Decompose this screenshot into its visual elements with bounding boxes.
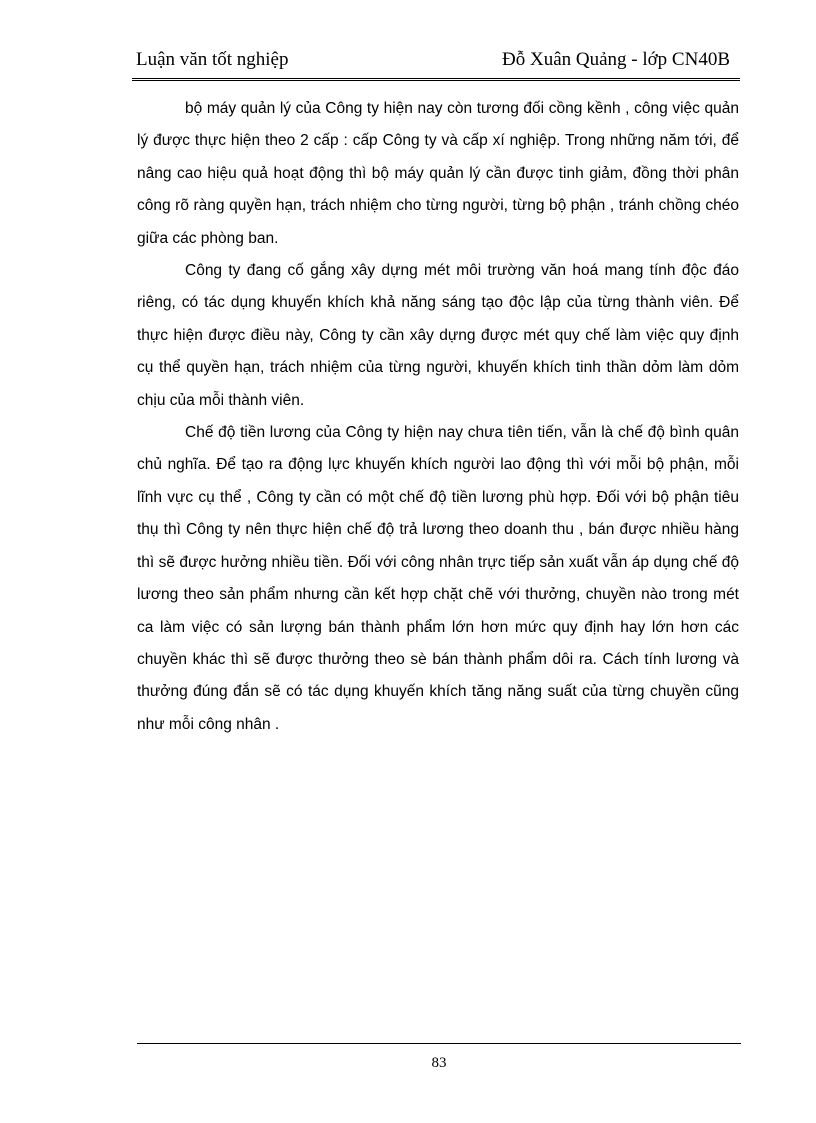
header-thesis-title: Luận văn tốt nghiệp	[136, 49, 289, 70]
page-number: 83	[431, 1055, 447, 1071]
footer-divider	[137, 1043, 741, 1044]
body-text	[137, 93, 739, 741]
page-header	[132, 48, 740, 81]
paragraph-management-structure: bộ máy quản lý của Công ty hiện nay còn tương đối cồng kềnh , công việc quản lý được thực hiện theo 2 cấp : cấp Công ty và cấp xí nghiệp. Trong những năm tới, để nâng cao hiệu quả hoạt động thì bộ máy quản lý cần được tinh giảm, đồng thời phân công rõ ràng quyền hạn, trách nhiệm cho từng người, từng bộ phận , tránh chồng chéo giữa các phòng ban.	[137, 100, 739, 247]
paragraph-salary-system: Chế độ tiền lương của Công ty hiện nay chưa tiên tiến, vẫn là chế độ bình quân chủ nghĩa. Để tạo ra động lực khuyến khích người lao động thì với mỗi bộ phận, mỗi lĩnh vực cụ thể , Công ty cần có một chế độ tiền lương phù hợp. Đối với bộ phận tiêu thụ thì Công ty nên thực hiện chế độ trả lương theo doanh thu , bán được nhiều hàng thì sẽ được hưởng nhiều tiền. Đối với công nhân trực tiếp sản xuất vẫn áp dụng chế độ lương theo sản phẩm nhưng cần kết hợp chặt chẽ với thưởng, chuyền nào trong mét ca làm việc có sản lượng bán thành phẩm lớn hơn mức quy định hay lớn hơn các chuyền khác thì sẽ được thưởng theo sè bán thành phẩm dôi ra. Cách tính lương và thưởng đúng đắn sẽ có tác dụng khuyến khích tăng năng suất của từng chuyền cũng như mỗi công nhân .	[137, 424, 739, 733]
header-author-class: Đỗ Xuân Quảng - lớp CN40B	[502, 49, 730, 70]
paragraph-company-culture: Công ty đang cố gắng xây dựng mét môi trường văn hoá mang tính độc đáo riêng, có tác dụng khuyến khích khả năng sáng tạo độc lập của từng thành viên. Để thực hiện được điều này, Công ty cần xây dựng được mét quy chế làm việc quy định cụ thể quyền hạn, trách nhiệm của từng người, khuyến khích tinh thần dỏm làm dỏm chịu của mỗi thành viên.	[137, 262, 739, 409]
